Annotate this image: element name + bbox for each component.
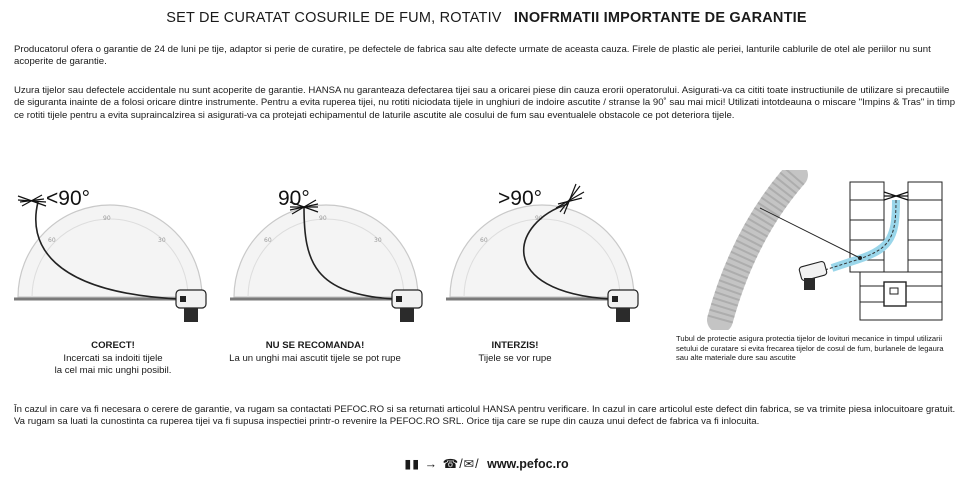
- arrow-icon: →: [424, 457, 439, 471]
- tick-label: 60: [48, 237, 56, 244]
- tick-label: 90: [535, 215, 543, 222]
- bend-diagram-correct: [8, 182, 218, 322]
- caption-heading: CORECT!: [91, 340, 135, 351]
- contact-footer: [0, 456, 973, 471]
- diagram-correct: [8, 182, 218, 322]
- caption-forbidden: [430, 340, 600, 365]
- protective-tube-illustration: [700, 170, 960, 330]
- tick-label: 30: [158, 237, 166, 244]
- corrugated-tube: [720, 175, 795, 320]
- diagram-forbidden: [440, 182, 650, 322]
- bend-diagram-forbidden: [440, 182, 650, 322]
- brush-icon: [18, 195, 46, 206]
- pointer-line: [760, 208, 860, 258]
- phone-icon: ☎: [442, 457, 460, 471]
- drill-icon: [608, 290, 638, 322]
- drill-icon: [799, 261, 828, 290]
- contact-icons: ▮▮ → ☎/✉/: [404, 457, 485, 471]
- bend-diagram-not-recommended: [224, 182, 434, 322]
- title-main: SET DE CURATAT COSURILE DE FUM, ROTATIV: [166, 10, 502, 26]
- tick-label: 30: [374, 237, 382, 244]
- tick-label: 90: [319, 215, 327, 222]
- caption-line: la cel mai mic unghi posibil.: [54, 365, 172, 377]
- drill-icon: [392, 290, 422, 322]
- brush-icon: [884, 192, 908, 200]
- angle-label-correct: <90°: [46, 187, 91, 210]
- caption-line: Incercati sa indoiti tijele: [63, 352, 163, 364]
- angle-label-not-recommended: 90°: [278, 187, 310, 210]
- mail-icon: ✉: [463, 457, 476, 471]
- website-link[interactable]: www.pefoc.ro: [487, 457, 569, 471]
- tick-label: 60: [264, 237, 272, 244]
- protective-tube-caption: Tubul de protectie asigura protectia tijelor de lovituri mecanice in timpul utilizarii setului de curatare si evita frecarea tijelor de cosul de fum, burlanele de legaura sau alte materiale dure sau ascutite: [676, 334, 944, 363]
- drill-icon: [176, 290, 206, 322]
- caption-line: La un unghi mai ascutit tijele se pot rupe: [229, 352, 401, 364]
- warranty-paragraph-2: Uzura tijelor sau defectele accidentale nu sunt acoperite de garantie. HANSA nu garanteaza defectarea tijei sau a oricarei piese din cauza erorii operatorului. Asigurati-va ca cititi toate instructiunile de utilizare si precautiile de siguranta inainte de a folosi oricare dintre instrumente. Pentru a evita ruperea tijei, nu rotiti niciodata tijele in unghiuri de indoire ascutite / stranse la 90˚ sau mai mici! Utilizati intotdeauna o miscare "Impins & Tras" in timp ce rotiti tijele pentru a evita supraincalzirea si asigurati-va ca protejati echipamentul de laturile ascutite ale cosului de fum sau eventualele obstacole ce pot deteriora tijele.: [14, 85, 956, 121]
- title-bold: INOFRMATII IMPORTANTE DE GARANTIE: [513, 10, 807, 26]
- caption-correct: [8, 340, 218, 378]
- warranty-paragraph-3: În cazul in care va fi necesara o cerere de garantie, va rugam sa contactati PEFOC.RO si sa returnati articolul HANSA pentru verificare. In cazul in care articolul este defect din fabrica, se va trimite piesa inlocuitoare gratuit. Va rugam sa luati la cunostinta ca ruperea tijei va fi supusa inspectiei printr-o revenire la PEFOC.RO SRL. Orice tija care se rupe din cauza unui defect de fabrica va fi inlocuita.: [14, 404, 956, 428]
- book-icon: ▮▮: [404, 457, 421, 471]
- tick-label: 90: [103, 215, 111, 222]
- caption-heading: INTERZIS!: [491, 340, 539, 351]
- caption-heading: NU SE RECOMANDA!: [265, 340, 365, 351]
- document-title: [0, 10, 973, 26]
- diagram-not-recommended: [224, 182, 434, 322]
- caption-line: Tijele se vor rupe: [478, 352, 552, 364]
- caption-not-recommended: [190, 340, 440, 365]
- angle-label-forbidden: >90°: [498, 187, 543, 210]
- tick-label: 60: [480, 237, 488, 244]
- warranty-paragraph-1: Producatorul ofera o garantie de 24 de luni pe tije, adaptor si perie de curatire, pe defectele de fabrica sau alte defecte urmate de aceasta cauza. Firele de plastic ale periei, lanturile cablurile de otel ale periilor nu sunt acoperite de garantie.: [14, 44, 931, 68]
